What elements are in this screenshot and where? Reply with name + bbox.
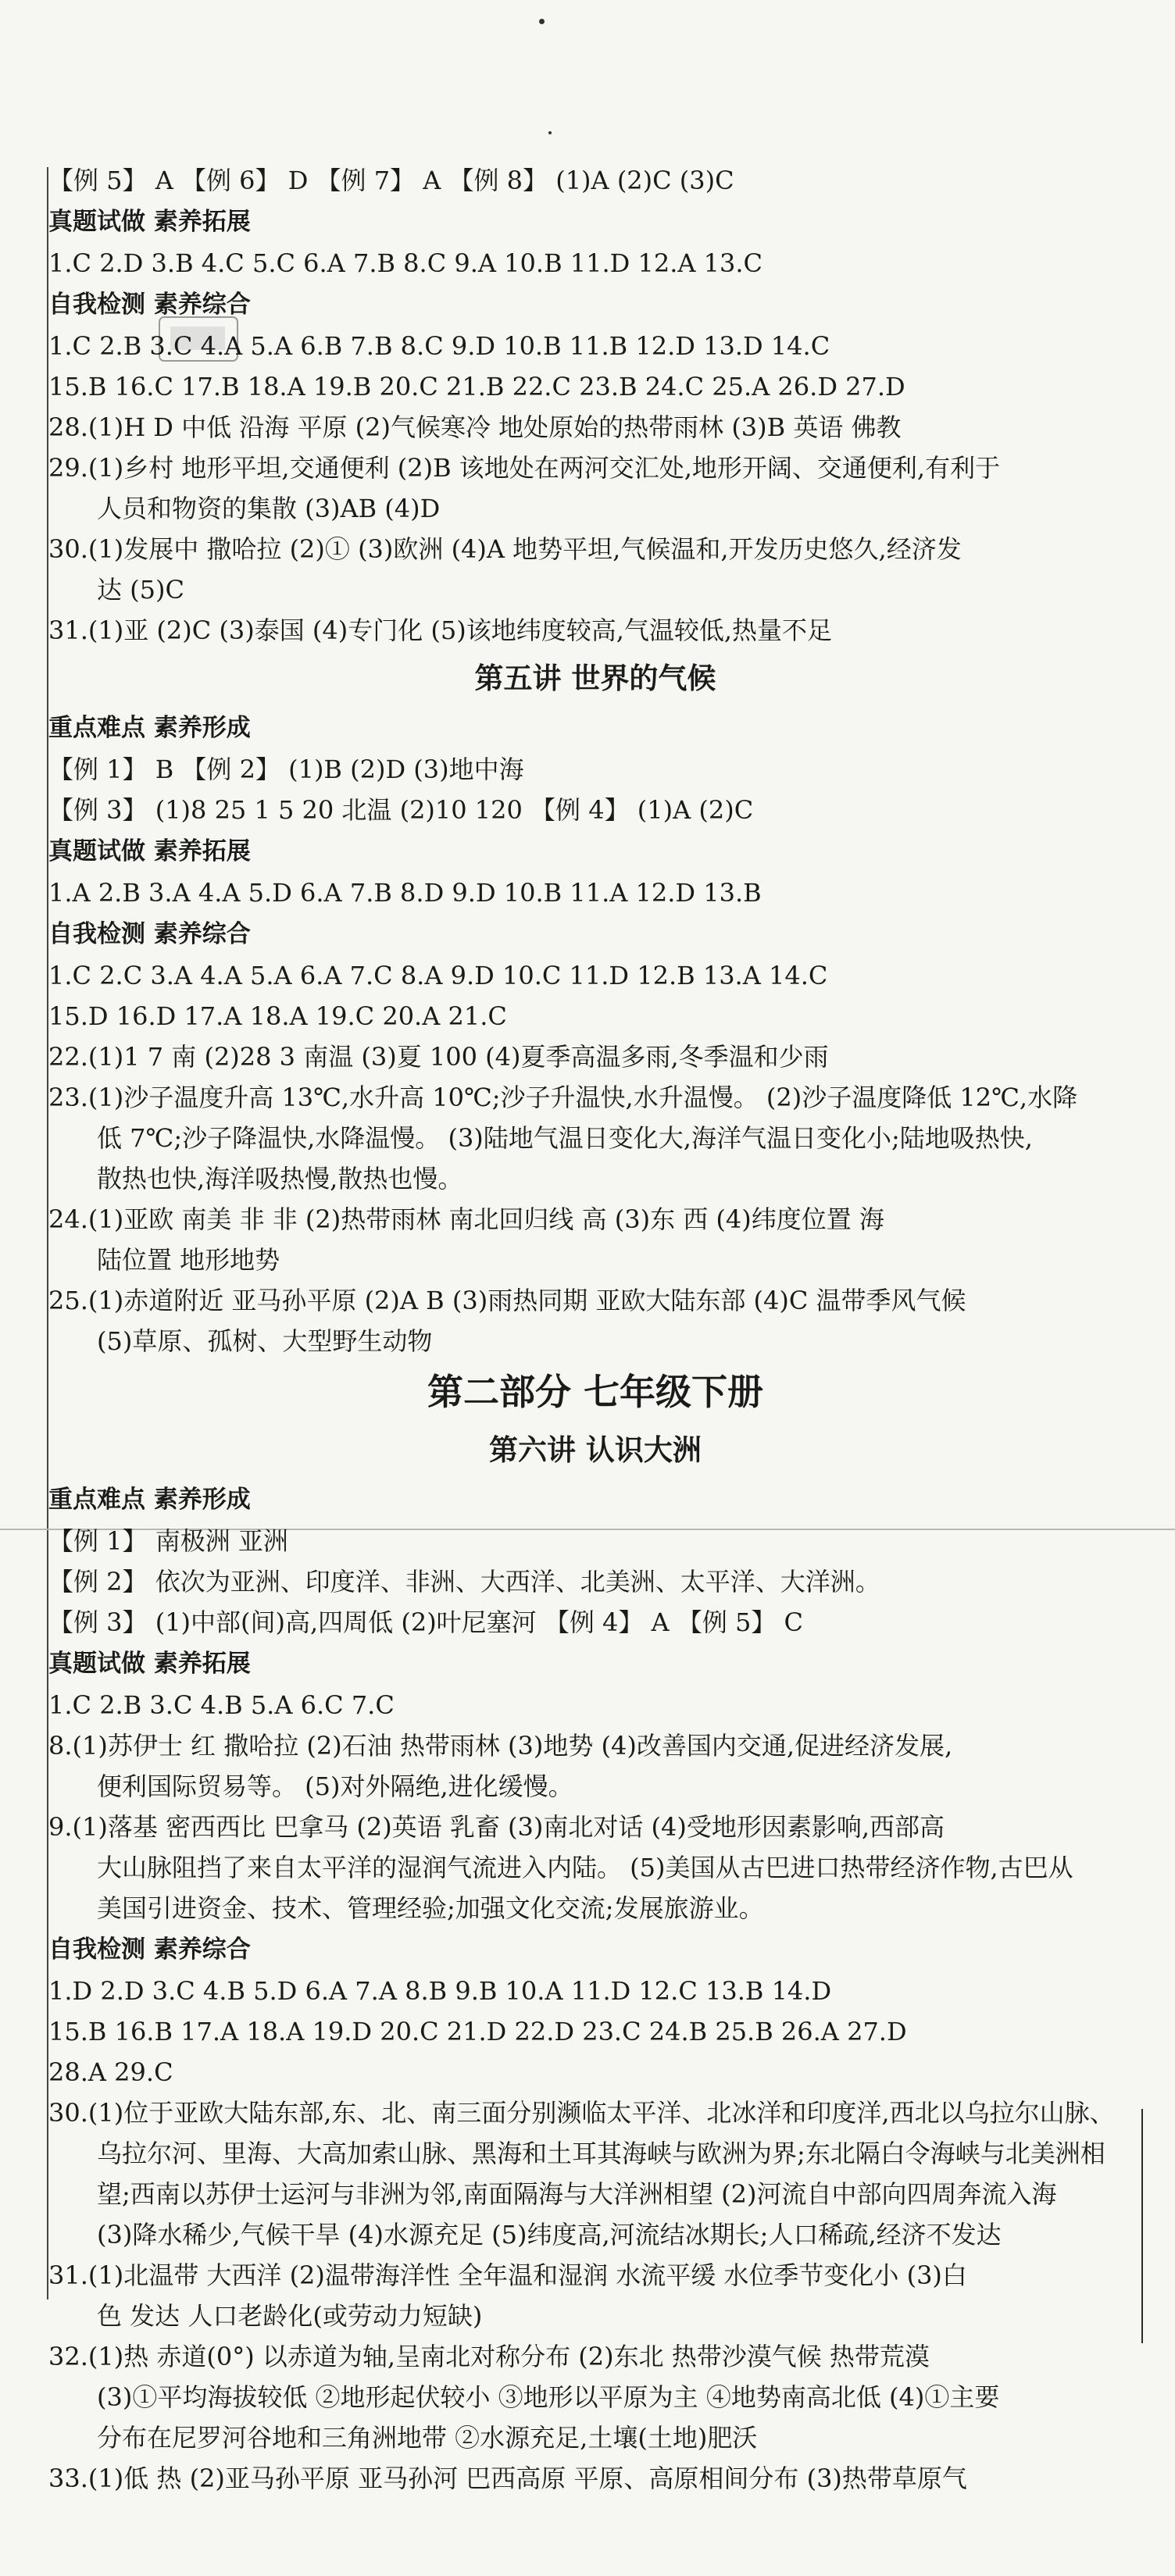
answer-line: 【例 3】 (1)8 25 1 5 20 北温 (2)10 120 【例 4】 (1)A (2)C xyxy=(48,795,754,825)
answer-line: 30.(1)位于亚欧大陆东部,东、北、南三面分别濒临太平洋、北冰洋和印度洋,西北以乌拉尔山脉、 xyxy=(48,2098,1115,2128)
section-heading: 自我检测 素养综合 xyxy=(48,1936,251,1964)
answer-line: 1.C 2.D 3.B 4.C 5.C 6.A 7.B 8.C 9.A 10.B 11.D 12.A 13.C xyxy=(48,248,763,278)
lecture-title: 第六讲 认识大洲 xyxy=(489,1433,702,1467)
answer-line-continued: 达 (5)C xyxy=(97,575,184,605)
answer-line-continued: 分布在尼罗河谷地和三角洲地带 ②水源充足,土壤(土地)肥沃 xyxy=(97,2423,758,2453)
answer-line: 1.D 2.D 3.C 4.B 5.D 6.A 7.A 8.B 9.B 10.A 11.D 12.C 13.B 14.D xyxy=(48,1976,832,2006)
answer-line: 15.B 16.B 17.A 18.A 19.D 20.C 21.D 22.D 23.C 24.B 25.B 26.A 27.D xyxy=(48,2017,907,2046)
answer-line: 8.(1)苏伊士 红 撒哈拉 (2)石油 热带雨林 (3)地势 (4)改善国内交通,促进经济发展, xyxy=(48,1731,953,1761)
answer-line: 1.C 2.B 3.C 4.A 5.A 6.B 7.B 8.C 9.D 10.B 11.B 12.D 13.D 14.C xyxy=(48,331,830,361)
section-heading: 真题试做 素养拓展 xyxy=(48,837,251,865)
answer-line-continued: 美国引进资金、技术、管理经验;加强文化交流;发展旅游业。 xyxy=(97,1893,764,1923)
scan-speck xyxy=(548,131,552,134)
part-title: 第二部分 七年级下册 xyxy=(427,1371,763,1413)
answer-line: 15.B 16.C 17.B 18.A 19.B 20.C 21.B 22.C 23.B 24.C 25.A 26.D 27.D xyxy=(48,372,905,401)
answer-line: 【例 1】 南极洲 亚洲 xyxy=(48,1526,288,1556)
answer-line: 23.(1)沙子温度升高 13℃,水升高 10℃;沙子升温快,水升温慢。 (2)沙子温度降低 12℃,水降 xyxy=(48,1083,1078,1112)
answer-line: 32.(1)热 赤道(0°) 以赤道为轴,呈南北对称分布 (2)东北 热带沙漠气候 热带荒漠 xyxy=(48,2342,930,2371)
answer-line: 28.(1)H D 中低 沿海 平原 (2)气候寒冷 地处原始的热带雨林 (3)B 英语 佛教 xyxy=(48,412,902,442)
answer-line: 24.(1)亚欧 南美 非 非 (2)热带雨林 南北回归线 高 (3)东 西 (4)纬度位置 海 xyxy=(48,1204,884,1234)
answer-line-continued: 散热也快,海洋吸热慢,散热也慢。 xyxy=(97,1164,463,1193)
answer-line-continued: (5)草原、孤树、大型野生动物 xyxy=(97,1326,433,1356)
answer-line-continued: 乌拉尔河、里海、大高加索山脉、黑海和土耳其海峡与欧洲为界;东北隔白令海峡与北美洲相 xyxy=(97,2139,1105,2168)
answer-line: 1.A 2.B 3.A 4.A 5.D 6.A 7.B 8.D 9.D 10.B 11.A 12.D 13.B xyxy=(48,878,762,908)
answer-line: 22.(1)1 7 南 (2)28 3 南温 (3)夏 100 (4)夏季高温多雨,冬季温和少雨 xyxy=(48,1042,829,1072)
answer-line-continued: 低 7℃;沙子降温快,水降温慢。 (3)陆地气温日变化大,海洋气温日变化小;陆地吸热快, xyxy=(97,1123,1033,1153)
section-heading: 真题试做 素养拓展 xyxy=(48,208,251,236)
section-heading: 重点难点 素养形成 xyxy=(48,714,251,742)
answer-line: 30.(1)发展中 撒哈拉 (2)① (3)欧洲 (4)A 地势平坦,气候温和,开发历史悠久,经济发 xyxy=(48,534,962,564)
answer-line-continued: (3)①平均海拔较低 ②地形起伏较小 ③地形以平原为主 ④地势南高北低 (4)①主要 xyxy=(97,2382,1000,2412)
answer-line: 9.(1)落基 密西西比 巴拿马 (2)英语 乳畜 (3)南北对话 (4)受地形因素影响,西部高 xyxy=(48,1812,945,1842)
lecture-title: 第五讲 世界的气候 xyxy=(474,662,716,695)
answer-line-continued: 便利国际贸易等。 (5)对外隔绝,进化缓慢。 xyxy=(97,1771,573,1801)
answer-line-continued: 陆位置 地形地势 xyxy=(97,1245,280,1275)
section-heading: 自我检测 素养综合 xyxy=(48,920,251,948)
answer-line: 29.(1)乡村 地形平坦,交通便利 (2)B 该地处在两河交汇处,地形开阔、交通便利,有利于 xyxy=(48,453,1001,483)
scan-speck xyxy=(539,19,545,24)
section-heading: 重点难点 素养形成 xyxy=(48,1486,251,1514)
answer-line: 【例 1】 B 【例 2】 (1)B (2)D (3)地中海 xyxy=(48,755,524,784)
answer-line-continued: 人员和物资的集散 (3)AB (4)D xyxy=(97,494,441,523)
answer-line: 31.(1)亚 (2)C (3)泰国 (4)专门化 (5)该地纬度较高,气温较低,热量不足 xyxy=(48,615,833,645)
answer-line-continued: (3)降水稀少,气候干旱 (4)水源充足 (5)纬度高,河流结冰期长;人口稀疏,经济不发达 xyxy=(97,2220,1002,2250)
answer-line: 1.C 2.B 3.C 4.B 5.A 6.C 7.C xyxy=(48,1690,395,1720)
answer-line: 28.A 29.C xyxy=(48,2057,173,2087)
answer-line: 【例 5】 A 【例 6】 D 【例 7】 A 【例 8】 (1)A (2)C (3)C xyxy=(48,166,734,195)
answer-line: 【例 3】 (1)中部(间)高,四周低 (2)叶尼塞河 【例 4】 A 【例 5】 C xyxy=(48,1607,804,1637)
answer-line-continued: 色 发达 人口老龄化(或劳动力短缺) xyxy=(97,2301,483,2331)
answer-line-continued: 大山脉阻挡了来自太平洋的湿润气流进入内陆。 (5)美国从古巴进口热带经济作物,古巴从 xyxy=(97,1853,1073,1882)
answer-line: 33.(1)低 热 (2)亚马孙平原 亚马孙河 巴西高原 平原、高原相间分布 (3)热带草原气 xyxy=(48,2464,967,2493)
answer-line: 25.(1)赤道附近 亚马孙平原 (2)A B (3)雨热同期 亚欧大陆东部 (4)C 温带季风气候 xyxy=(48,1286,966,1315)
answer-line: 1.C 2.C 3.A 4.A 5.A 6.A 7.C 8.A 9.D 10.C 11.D 12.B 13.A 14.C xyxy=(48,961,828,990)
answer-line: 【例 2】 依次为亚洲、印度洋、非洲、大西洋、北美洲、太平洋、大洋洲。 xyxy=(48,1567,880,1597)
answer-line-continued: 望;西南以苏伊士运河与非洲为邻,南面隔海与大洋洲相望 (2)河流自中部向四周奔流入海 xyxy=(97,2179,1057,2209)
answer-key xyxy=(48,160,1142,2499)
section-heading: 真题试做 素养拓展 xyxy=(48,1650,251,1678)
answer-line: 31.(1)北温带 大西洋 (2)温带海洋性 全年温和湿润 水流平缓 水位季节变化小 (3)白 xyxy=(48,2260,967,2290)
answer-line: 15.D 16.D 17.A 18.A 19.C 20.A 21.C xyxy=(48,1001,507,1031)
section-heading: 自我检测 素养综合 xyxy=(48,291,251,319)
